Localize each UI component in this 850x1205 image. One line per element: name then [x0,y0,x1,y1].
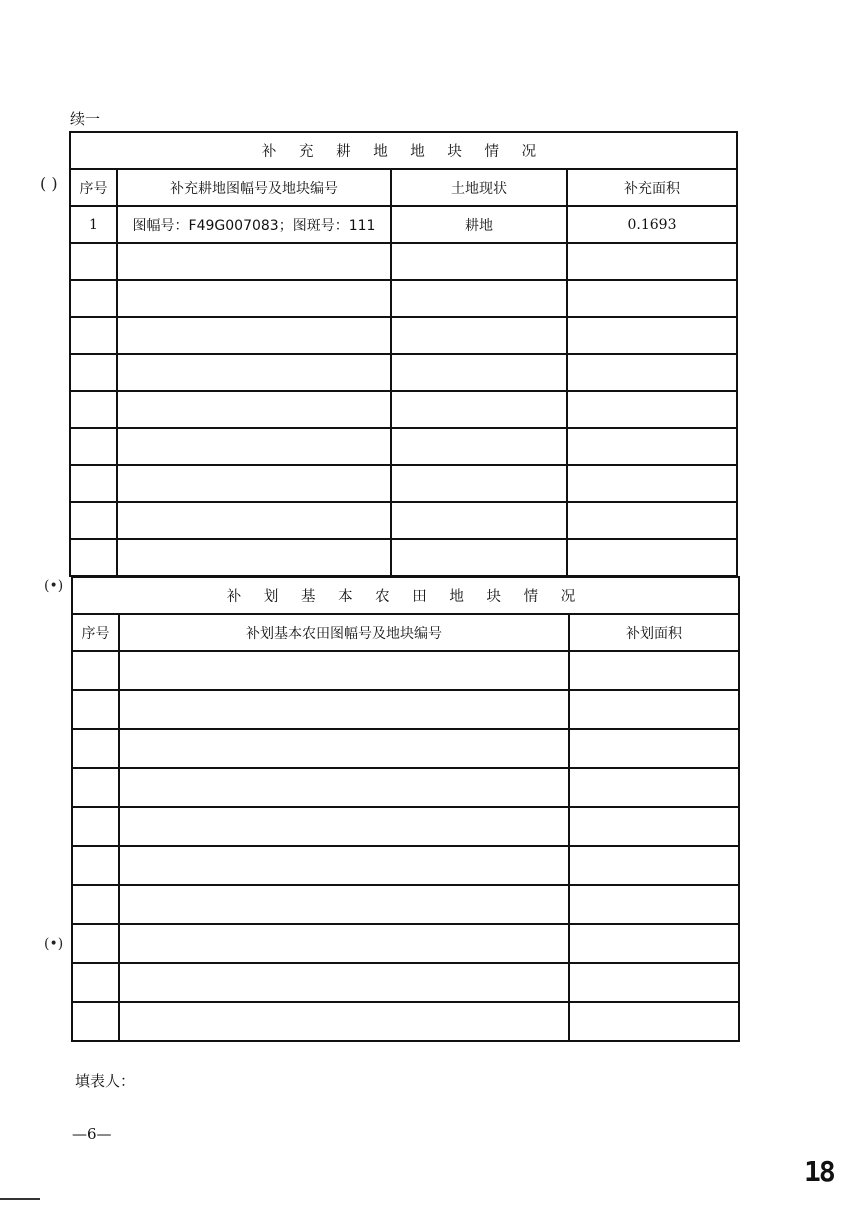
cell-plot [119,807,569,846]
cell-area [569,807,739,846]
cell-plot [117,354,391,391]
cell-seq [70,391,117,428]
cell-plot [117,317,391,354]
cell-seq [72,807,119,846]
cell-seq [70,243,117,280]
header-seq: 序号 [72,614,119,651]
cell-seq [72,729,119,768]
table-title: 补 划 基 本 农 田 地 块 情 况 [72,577,739,614]
binding-hole-icon: (•) [44,578,64,594]
cell-status [391,465,567,502]
table-row [72,768,739,807]
cell-status [391,280,567,317]
cell-status [391,354,567,391]
cell-plot [119,690,569,729]
cell-seq [72,846,119,885]
cell-seq [72,651,119,690]
table-title: 补 充 耕 地 地 块 情 况 [70,132,737,169]
cell-area [567,354,737,391]
table-row [72,885,739,924]
table-row [72,963,739,1002]
table-row [70,391,737,428]
table-row [70,317,737,354]
cell-plot [119,924,569,963]
cell-area [569,768,739,807]
table-row [72,1002,739,1041]
cell-area [569,885,739,924]
table-row [72,729,739,768]
header-plot: 补充耕地图幅号及地块编号 [117,169,391,206]
cell-seq: 1 [70,206,117,243]
cell-plot [117,465,391,502]
cell-area [567,391,737,428]
cell-area [567,280,737,317]
stamp-number: 18 [804,1155,834,1188]
cell-plot [119,729,569,768]
cell-status [391,317,567,354]
cell-plot [117,539,391,576]
cell-status: 耕地 [391,206,567,243]
basic-farmland-table [71,576,740,1042]
filler-label: 填表人： [75,1072,136,1090]
cell-seq [72,963,119,1002]
header-area: 补充面积 [567,169,737,206]
cell-area [567,539,737,576]
cell-plot [117,391,391,428]
cell-seq [72,1002,119,1041]
binding-hole-icon: (•) [44,936,64,952]
table-row [72,924,739,963]
cell-plot [117,428,391,465]
cell-area [567,243,737,280]
cell-status [391,539,567,576]
cell-area [569,729,739,768]
cell-area [567,428,737,465]
cell-seq [70,280,117,317]
cell-plot [119,1002,569,1041]
cell-area [569,846,739,885]
table-row [70,428,737,465]
table-row [72,807,739,846]
cell-seq [72,924,119,963]
table-row [70,243,737,280]
table-row [72,651,739,690]
cell-seq [70,502,117,539]
cell-status [391,391,567,428]
scan-edge-line [0,1198,40,1200]
cell-status [391,243,567,280]
header-plot: 补划基本农田图幅号及地块编号 [119,614,569,651]
binding-hole-icon: ( ) [40,174,58,193]
cell-area [567,465,737,502]
cell-plot [117,280,391,317]
cell-seq [72,885,119,924]
cell-status [391,502,567,539]
cell-area [569,924,739,963]
cell-plot [119,885,569,924]
cell-seq [70,428,117,465]
header-status: 土地现状 [391,169,567,206]
table-row [70,354,737,391]
cell-plot [119,963,569,1002]
cell-area [567,317,737,354]
table-row [70,206,737,243]
table-row [70,502,737,539]
cell-area [569,690,739,729]
cell-plot [117,243,391,280]
cell-seq [72,690,119,729]
cell-status [391,428,567,465]
cell-area [567,502,737,539]
table-row [72,690,739,729]
header-area: 补划面积 [569,614,739,651]
table-row [70,465,737,502]
table-row [70,539,737,576]
cell-plot [119,651,569,690]
cell-plot [119,768,569,807]
cell-seq [70,354,117,391]
cell-plot: 图幅号：F49G007083；图斑号：111 [117,206,391,243]
cell-area [569,963,739,1002]
supplement-farmland-table [69,131,738,577]
cell-area [569,651,739,690]
cell-seq [72,768,119,807]
cell-plot [119,846,569,885]
page-number: —6— [72,1125,112,1143]
cell-plot [117,502,391,539]
cell-seq [70,317,117,354]
cell-seq [70,539,117,576]
table-row [70,280,737,317]
table-row [72,846,739,885]
cell-area [569,1002,739,1041]
header-seq: 序号 [70,169,117,206]
cell-area: 0.1693 [567,206,737,243]
cell-seq [70,465,117,502]
continuation-label: 续一 [70,110,101,128]
